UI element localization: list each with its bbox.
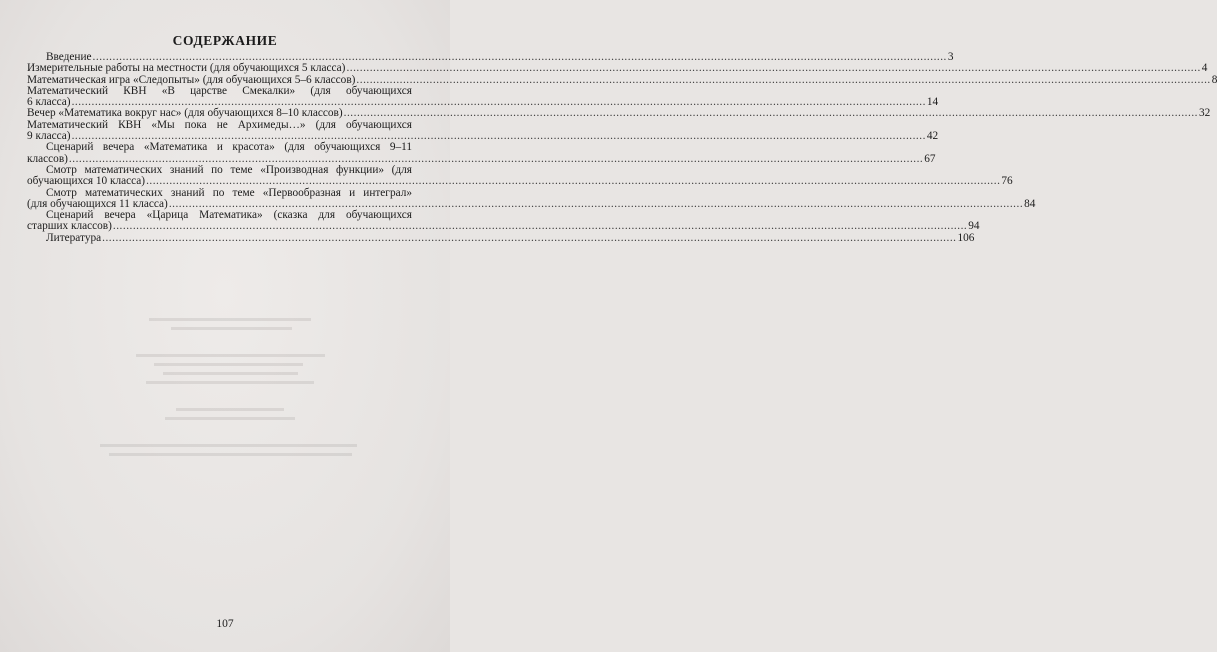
toc-entry — [27, 62, 1208, 75]
toc-entry-page: 42 — [926, 130, 939, 143]
leader-dots — [344, 108, 1198, 119]
table-of-contents — [27, 51, 1217, 244]
leader-dots — [146, 176, 1000, 187]
toc-entry — [27, 84, 939, 109]
toc-entry-page: 67 — [924, 152, 936, 165]
toc-entry-title: Вечер «Математика вокруг нас» (для обучающихся 8–10 классов) — [27, 107, 343, 120]
toc-entry-page: 32 — [1198, 107, 1211, 120]
toc-entry — [27, 186, 1036, 211]
bleed-through-texture — [95, 312, 365, 462]
toc-entry-title-cont: 6 класса) — [27, 96, 71, 109]
toc-entry — [27, 163, 1013, 188]
toc-entry-title: Смотр математических знаний по теме «Производная функции» (для — [46, 163, 412, 176]
toc-entry-page: 4 — [1201, 62, 1208, 75]
toc-entry-title: Литература — [46, 231, 102, 244]
toc-entry — [27, 141, 936, 165]
toc-entry-title: Сценарий вечера «Царица Математика» (сказка для обучающихся — [46, 209, 412, 222]
toc-entry-page: 106 — [957, 231, 975, 244]
leader-dots — [102, 233, 956, 244]
page-title: СОДЕРЖАНИЕ — [172, 33, 278, 48]
toc-entry-title: Математическая игра «Следопыты» (для обучающихся 5–6 классов) — [27, 73, 356, 86]
toc-entry-title-cont: обучающихся 10 класса) — [27, 175, 146, 188]
toc-entry-page: 3 — [947, 51, 954, 63]
toc-entry-title: Сценарий вечера «Математика и красота» (для обучающихся 9–11 — [46, 141, 412, 154]
toc-entry-title-cont: старших классов) — [27, 220, 112, 233]
toc-entry-title: Математический КВН «Мы пока не Архимеды…» (для обучающихся — [27, 118, 412, 131]
toc-entry — [27, 231, 975, 244]
toc-entry-page: 8 — [1211, 73, 1217, 86]
page-number: 107 — [216, 618, 234, 630]
toc-entry-page: 14 — [926, 96, 939, 109]
toc-entry-page: 76 — [1001, 175, 1013, 188]
leader-dots — [356, 75, 1210, 86]
toc-entry-page: 94 — [968, 220, 980, 233]
toc-entry-title-cont: (для обучающихся 11 класса) — [27, 197, 168, 210]
toc-entry — [27, 209, 980, 233]
toc-entry-title: Введение — [46, 51, 92, 63]
toc-entry-title: Математический КВН «В царстве Смекалки» (для обучающихся — [27, 84, 412, 97]
leader-dots — [346, 63, 1200, 74]
toc-entry-title-cont: 9 класса) — [27, 130, 71, 143]
toc-entry-title: Смотр математических знаний по теме «Первообразная и интеграл» — [46, 186, 412, 199]
toc-entry-title: Измерительные работы на местности (для обучающихся 5 класса) — [27, 62, 346, 75]
toc-entry-page: 84 — [1024, 197, 1036, 210]
toc-entry-title-cont: классов) — [27, 152, 68, 165]
toc-entry — [27, 118, 939, 143]
